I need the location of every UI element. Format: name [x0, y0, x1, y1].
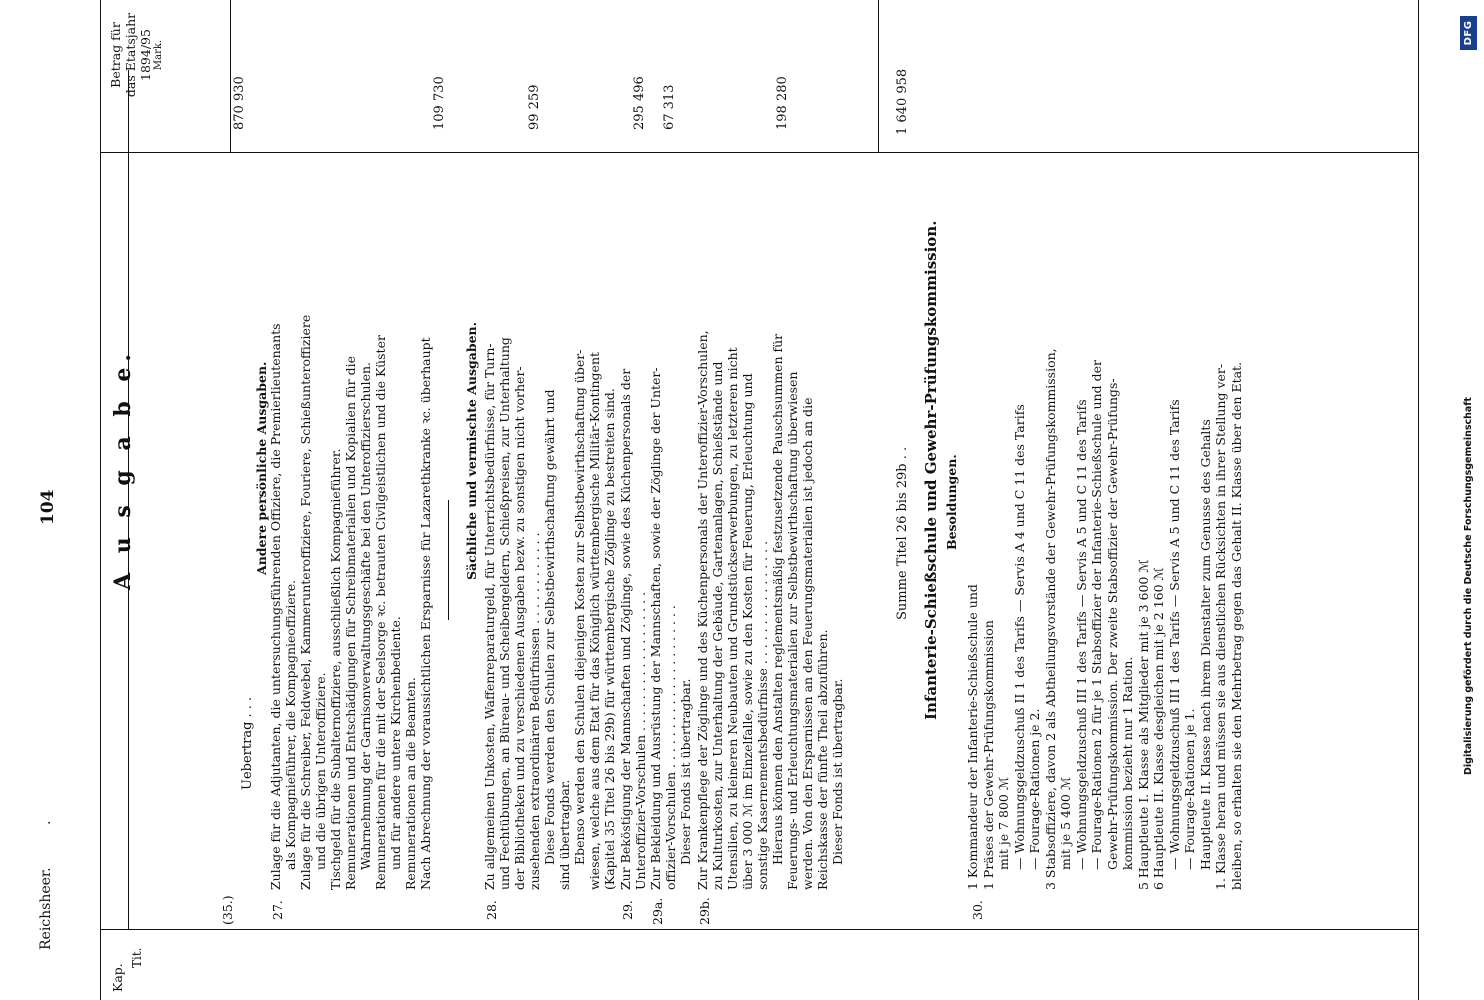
- tit27-line: und die übrigen Unteroffiziere.: [313, 672, 328, 870]
- tit27-line: und für andere untere Kirchenbediente.: [388, 616, 403, 870]
- tit30-line: kommission bezieht nur 1 Ration.: [1120, 656, 1135, 870]
- tit29b-line: über 3 000 ℳ im Einzelfalle, sowie zu den Kosten für Feuerung, Erleuchtung und: [740, 373, 755, 890]
- tit28-line: zusehenden extraordinären Bedürfnissen . . . . . . . . . . . .: [527, 532, 542, 890]
- sum-amount: 1 640 958: [895, 68, 910, 135]
- tit30-line: 3 Stabsoffiziere, davon 2 als Abtheilungsvorstände der Gewehr-Prüfungskommission,: [1042, 348, 1058, 890]
- table-bottom-rule: [1418, 0, 1419, 1000]
- carry-over-label: Uebertrag . . .: [240, 696, 255, 790]
- tit27-line: Remunerationen für die mit der Seelsorge ꝛc. betrauten Civilgeistlichen und die Küster: [373, 335, 388, 890]
- amount-column-rule: [100, 152, 1418, 153]
- tit29-amount: 295 496: [632, 76, 647, 130]
- tit27-line: Zulage für die Schreiber, Feldwebel, Kammerunteroffiziere, Fouriere, Schießunteroffiziere: [298, 314, 313, 890]
- tit29b-line: Reichskasse der fünfte Theil abzuführen.: [815, 629, 830, 890]
- tit29b-line: werden. Von den Ersparnissen an den Feuerungsmaterialien ist jedoch an die: [800, 397, 815, 890]
- tit27-amount: 109 730: [432, 76, 447, 130]
- tit29-text: [618, 369, 648, 890]
- tit28-line: sind übertragbar.: [557, 779, 572, 890]
- tit29b-line: Hieraus können den Anstalten reglementsmäßig festzusetzende Pauschsummen für: [770, 333, 785, 865]
- tit29a-amount: 67 313: [662, 84, 677, 130]
- tit30-line: — Fourage-Rationen je 1.: [1182, 708, 1197, 870]
- tit30-line: 1 Präses der Gewehr-Prüfungskommission: [980, 620, 996, 890]
- tit27-number: 27.: [270, 900, 285, 920]
- section-personal: Andere persönliche Ausgaben.: [254, 361, 269, 575]
- tit30-line: — Wohnungsgeldzuschuß III 1 des Tarifs — Servis A 5 und C 11 des Tarifs: [1166, 399, 1182, 870]
- tit30-line: — Wohnungsgeldzuschuß III 1 des Tarifs — Servis A 5 und C 11 des Tarifs: [1073, 399, 1089, 870]
- tit28-number: 28.: [484, 900, 499, 920]
- tit30-line: mit je 5 400 ℳ: [1058, 776, 1073, 870]
- tit28-line: (Kapitel 35 Titel 26 bis 29b) für württembergische Zöglinge zu bestreiten sind.: [602, 388, 617, 890]
- amount-header-line1: Betrag für: [108, 22, 123, 88]
- tit29b-number: 29b.: [697, 897, 712, 925]
- tit29-line: Unteroffizier-Vorschulen . . . . . . . . . . . . . . . . . .: [633, 591, 648, 890]
- dfg-logo-icon: DFG: [1460, 16, 1477, 50]
- amount-header-line2: das Etatsjahr: [123, 12, 138, 98]
- tit29-line: Zur Beköstigung der Mannschaften und Zöglinge, sowie des Küchenpersonals der: [618, 368, 633, 890]
- tit28-text: [482, 337, 617, 890]
- tit30-text: [965, 348, 1244, 890]
- tit29b-line: Utensilien, zu kleineren Neubauten und Grundstückserwerbungen, zu letzteren nicht: [725, 347, 740, 890]
- tit30-line: — Wohnungsgeldzuschuß II 1 des Tarifs — Servis A 4 und C 11 des Tarifs: [1011, 404, 1027, 870]
- tit28-line: der Bibliotheken und zu verschiedenen Ausgaben bezw. zu sonstigen nicht vorher-: [512, 366, 527, 890]
- tit29b-line: Dieser Fonds ist übertragbar.: [830, 678, 845, 865]
- tit27-line: Tischgeld für die Subalternoffiziere, ausschließlich Kompagnieführer.: [328, 448, 343, 890]
- tit30-line: mit je 7 800 ℳ: [996, 776, 1011, 870]
- tit27-line: Remunerationen an die Beamten.: [403, 677, 418, 890]
- section-pay: Besoldungen.: [944, 454, 959, 550]
- tit27-text: [268, 315, 433, 890]
- kap-header: Kap.: [110, 963, 125, 992]
- tit29b-text: [695, 330, 845, 890]
- tit29a-line: Zur Bekleidung und Ausrüstung der Mannschaften, sowie der Zöglinge der Unter-: [648, 367, 663, 890]
- tit29a-text: [648, 367, 693, 890]
- tit-header: Tit.: [130, 947, 144, 968]
- kap-column-rule: [100, 929, 1418, 930]
- tit29b-line: zu Kulturkosten, zur Unterhaltung der Gebäude, Gartenanlagen, Schießstände und: [710, 361, 725, 890]
- tit27-line: Nach Abrechnung der voraussichtlichen Ersparnisse für Lazarethkranke ꝛc. überhaupt: [418, 337, 433, 890]
- section-material: Sächliche und vermischte Ausgaben.: [464, 322, 479, 580]
- amount-header: [108, 5, 164, 105]
- running-head-dot: .: [38, 820, 54, 825]
- table-top-rule: [100, 0, 101, 1000]
- tit28-line: Zu allgemeinen Unkosten, Waffenreparaturgeld, für Unterrichtsbedürfnisse, für Turn-: [482, 343, 497, 890]
- tit30-line: 1. Klasse heran und müssen sie aus dienstlichen Rücksichten in ihrer Stellung ver-: [1213, 363, 1228, 890]
- tit28-line: und Fechtübungen, an Büreau- und Scheibengeldern, Schießpreisen, zur Unterhaltung: [497, 337, 512, 890]
- tit29-number: 29.: [620, 900, 635, 920]
- section-school: Infanterie-Schießschule und Gewehr-Prüfungskommission.: [922, 220, 940, 720]
- sum-label: Summe Titel 26 bis 29b . .: [895, 446, 910, 620]
- tit30-line: Gewehr-Prüfungskommission. Der zweite Stabsoffizier der Gewehr-Prüfungs-: [1104, 378, 1120, 870]
- tit30-line: 5 Hauptleute I. Klasse als Mitglieder mit je 3 600 ℳ: [1135, 559, 1151, 890]
- digitization-note: Digitalisierung gefördert durch die Deutsche Forschungsgemeinschaft: [1463, 397, 1474, 775]
- tit27-line: Wahrnehmung der Garnisonverwaltungsgeschäfte bei den Unteroffizierschulen.: [358, 361, 373, 870]
- tit28-line: wiesen, welche aus dem Etat für das Königlich württembergische Militär-Kontingent: [587, 351, 602, 890]
- tit30-line: bleiben, so erhalten sie den Mehrbetrag gegen das Gehalt II. Klasse über den Etat.: [1228, 361, 1244, 890]
- tit28-amount: 99 259: [527, 84, 542, 130]
- amount-header-line4: Mark.: [153, 39, 164, 71]
- tit30-line: — Fourage-Rationen je 2.: [1027, 708, 1042, 870]
- tit29b-line: Feuerungs- und Erleuchtungsmaterialien zur Selbstbewirthschaftung überwiesen: [785, 371, 800, 890]
- tit29b-line: Zur Krankenpflege der Zöglinge und des Küchenpersonals der Unteroffizier-Vorschulen,: [695, 330, 710, 890]
- tit28-line: Diese Fonds werden den Schulen zur Selbstbewirthschaftung gewährt und: [542, 389, 557, 865]
- tit30-line: — Fourage-Rationen 2 für je 1 Stabsoffizier der Infanterie-Schießschule und der: [1089, 360, 1104, 870]
- tit30-number: 30.: [970, 900, 985, 920]
- tit29a-number: 29a.: [650, 897, 665, 925]
- tit27-underline: [448, 500, 449, 620]
- tit30-line: 1 Kommandeur der Infanterie-Schießschule und: [965, 584, 980, 890]
- tit28-line: Ebenso werden den Schulen diejenigen Kosten zur Selbstbewirthschaftung über-: [572, 349, 587, 865]
- tit30-line: Hauptleute II. Klasse nach ihrem Dienstalter zum Genusse des Gehalts: [1197, 419, 1213, 870]
- tit29b-amount: 198 280: [775, 76, 790, 130]
- tit27-line: als Kompagnieführer, die Kompagnieoffiziere.: [283, 579, 298, 870]
- carry-over-amount: 870 930: [232, 76, 247, 130]
- tit27-line: Zulage für die Adjutanten, die untersuchungsführenden Offiziere, die Premierlieutenants: [268, 323, 283, 890]
- amount-header-line3: 1894/95: [138, 29, 153, 81]
- sum-rule: [878, 0, 879, 153]
- tit29b-line: sonstige Kasernementsbedürfnisse . . . . . . . . . . . . . . . .: [755, 540, 770, 890]
- tit27-line: Remunerationen und Entschädigungen für Schreibmaterialien und Kopialien für die: [343, 355, 358, 890]
- kap-number: (35.): [220, 895, 235, 925]
- tit30-line: 6 Hauptleute II. Klasse desgleichen mit je 2 160 ℳ: [1151, 567, 1166, 890]
- running-head: Reichsheer.: [38, 867, 54, 950]
- tit29a-line: offizier-Vorschulen . . . . . . . . . . . . . . . . . . . . .: [663, 605, 678, 890]
- tit29a-line: Dieser Fonds ist übertragbar.: [678, 678, 693, 865]
- page-number: 104: [38, 489, 58, 525]
- amount-header-rule: [230, 0, 231, 153]
- section-title: A u s g a b e.: [110, 347, 136, 590]
- digitization-sidebar: [1452, 0, 1484, 1000]
